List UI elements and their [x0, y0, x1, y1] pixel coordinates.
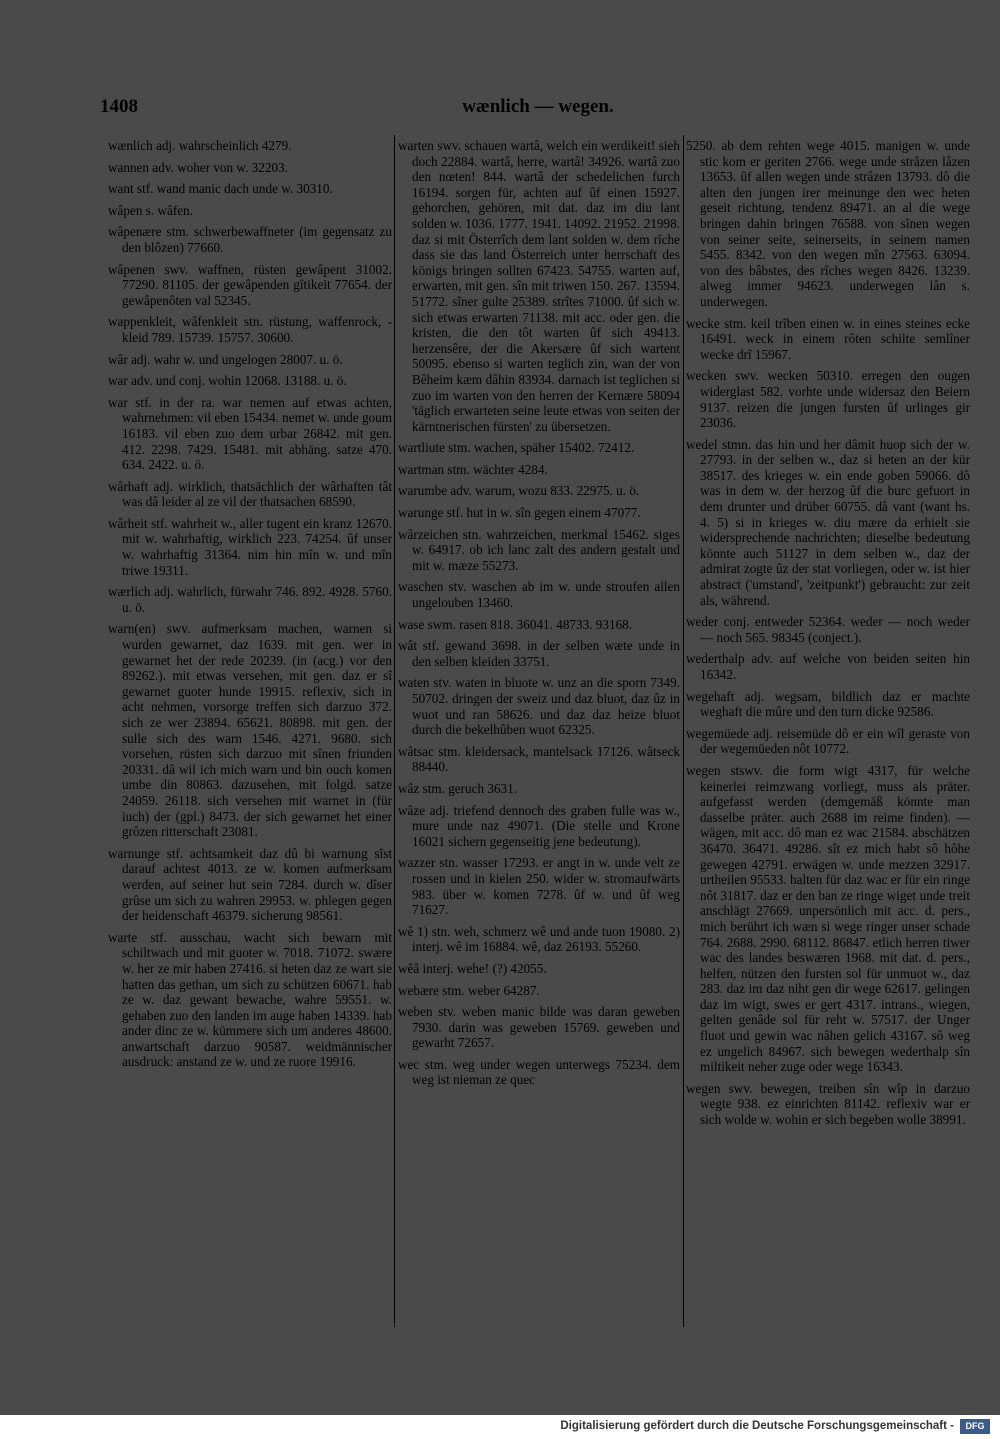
dictionary-entry: wâze adj. triefend dennoch des graben fulle was w., mure unde naz 49071. (Die stelle und Krone 16021 sichern gegenseitig jene bedeutung). [398, 802, 680, 849]
dictionary-entry: wærlich adj. wahrlich, fürwahr 746. 892. 4928. 5760. u. ö. [108, 584, 392, 615]
dictionary-entry: waschen stv. waschen ab im w. unde stroufen allen ungelouben 13460. [398, 579, 680, 611]
dictionary-entry: wecken swv. wecken 50310. erregen den ougen widerglast 582. vorhte unde widersaz den Beiern 9137. reizen die jungen fursten ûf urlinges gir 23036. [686, 368, 970, 431]
dictionary-entry: wannen adv. woher von w. 32203. [108, 159, 288, 175]
column-divider [394, 135, 395, 1327]
dictionary-entry: want stf. wand manic dach unde w. 30310. [108, 181, 333, 197]
dictionary-entry: war adv. und conj. wohin 12068. 13188. u. ö. [108, 373, 347, 389]
dictionary-entry: warten swv. schauen wartâ, welch ein werdikeit! sieh doch 22884. wartâ, herre, wartâ! 34926. wartâ zuo den nœten! 844. wartâ der schedelichen furch 16194. sorgen für, achten auf ûf einen 15927. gehorchen, gehören, mit dat. daz im diu lant solden w. 1036. 1777. 1941. 14092. 21952. 21998. daz si mit Österrîch dem lant solden w. dem rîche dass sie das land Österreich unter herrschaft des königs bringen sollten 67423. 54755. warten auf, erwarten, mit gen. sîn mit triwen 150. 267. 13594. 51772. sîner gulte 25389. strîtes 71000. ûf sich w. sich etwas erwarten 71138. mit acc. oder gen. die kristen, die den tôt warten ûf sich 49413. herzensêre, der die Akersære ûf sich wartent 50095. ebenso si warten teglich zin, wan der von Bêheim kæm dâhin 83934. darnach ist teglichen si zuo im warten von den herren der Kernære 58094 'täglich erwarteten seine leute etwas von seiten der kärntnerischen fürsten' zu übersetzen. [398, 138, 680, 434]
running-title: wænlich — wegen. [462, 96, 614, 117]
dictionary-entry: wec stm. weg under wegen unterwegs 75234. dem weg ist nieman ze quec [398, 1056, 680, 1088]
dictionary-entry: weben stv. weben manic bilde was daran geweben 7930. darin was geweben 15769. geweben und gewarht 72657. [398, 1004, 680, 1051]
dictionary-entry: wedel stmn. das hin und her dâmit huop sich der w. 27793. in der selben w., daz si heten an der kür 38517. des krieges w. ein ende goben 59066. dô was in dem w. der herzog ûf die burc gefuort in dem drunter und drüber 60755. dâ vant (want hs. 4. 5) si in krieges w. diu mære da erhielt sie widersprechende nachrichten; dieselbe bedeutung könnte auch 51127 in dem selben w., daz der admirat zogte ûz der stat vorliegen, oder w. ist hier abstract ('umstand', 'zeitpunkt') gebraucht: zur zeit als, während. [686, 436, 970, 608]
dictionary-entry: weder conj. entweder 52364. weder — noch weder — noch 565. 98345 (conject.). [686, 614, 970, 645]
dictionary-entry: wegehaft adj. wegsam, bildlich daz er machte weghaft die mûre und den turn dicke 92586. [686, 688, 970, 720]
dictionary-entry: warunge stf. hut in w. sîn gegen einem 47077. [398, 505, 641, 521]
dictionary-entry: warn(en) swv. aufmerksam machen, warnen si wurden gewarnet, daz 1639. mit gen. wer in gewarnet het der rede 20239. (in (acg.) vor den 89262.). mit etwas versehen, mit gen. daz er sî gewarnet guoter hunde 19915. reflexiv, sich in acht nehmen, vorsorge treffen sich darzuo 372. sich ze wer 23894. 65621. 80898. mit gen. der sulle sich des warn 1546. 4271. 9680. sich vorsehen, rüsten sich darzuo mit sînen friunden 20331. dâ wil ich mich warn und bin ouch komen umbe din 80863. dazusehen, mit folgd. satze 24059. 26118. sich versehen mit warnet in (für iuch) der (gpl.) 8473. der sich gewarnet het einer grôzen ritterschaft 23081. [108, 621, 392, 840]
dictionary-entry: wegemüede adj. reisemüde dô er ein wîl geraste von der wegemüeden nôt 10772. [686, 725, 970, 757]
dictionary-entry: warumbe adv. warum, wozu 833. 22975. u. ö. [398, 483, 640, 499]
dictionary-column-3 [686, 138, 970, 1327]
dfg-logo: DFG [960, 1419, 990, 1434]
dictionary-entry: wederthalp adv. auf welche von beiden seiten hin 16342. [686, 651, 970, 682]
dictionary-entry: wât stf. gewand 3698. in der selben wæte unde in den selben kleiden 33751. [398, 638, 680, 669]
dictionary-entry: wase swm. rasen 818. 36041. 48733. 93168. [398, 616, 633, 632]
dictionary-entry: wecke stm. keil trîben einen w. in eines steines ecke 16491. weck in einem rôten schilte semlîner wecke drî 15967. [686, 315, 970, 362]
dictionary-entry: wâpenen swv. waffnen, rüsten gewâpent 31002. 77290. 81105. der gewâpenden gîtikeit 77654. der gewâpenôten val 52345. [108, 261, 392, 308]
footer-bar [0, 1415, 1000, 1439]
dictionary-entry: wârheit stf. wahrheit w., aller tugent ein kranz 12670. mit w. wahrhaftig, wirklich 223. 74254. ûf unser w. wahrhaftig 31364. nim hin mîn w. und mîn triwe 19311. [108, 515, 392, 578]
dictionary-entry: wazzer stn. wasser 17293. er angt in w. unde velt ze rossen und in kielen 250. wider w. stromaufwärts 983. über w. komen 7278. ûf w. und ûf weg 71627. [398, 855, 680, 918]
dictionary-entry: warte stf. ausschau, wacht sich bewarn mit schiltwach und mit guoter w. 7018. 71072. swære w. her ze mir haben 27416. si heten daz ze wart sie hatten das gethan, um sich zu schützen 60671. hab ze w. daz gewant bewache, wahre 59551. w. gehaben zuo den landen im auge haben 14339. hab ander dinc ze w. kümmere sich um anderes 48600. anwartschaft darzuo 90587. weidmännischer ausdruck: anstand ze w. und ze ruore 19916. [108, 929, 392, 1070]
dictionary-entry: 5250. ab dem rehten wege 4015. manigen w. unde stic kom er geriten 2766. wege unde strâzen lâzen 13653. ûf allen wegen unde strâzen 13793. dô die alten den jungen irer meinunge den wec heten geseit richtung, tendenz 89471. an al die wege bringen dahin bringen 76588. von sînen wegen von seiner seite, seinerseits, in seinem namen 5455. 8342. von den wegen mîn 27563. 63094. von des bâbstes, des rîches wegen 8426. 13239. alweg immer 94623. underwegen lân s. underwegen. [686, 138, 970, 309]
dictionary-entry: wartman stm. wächter 4284. [398, 461, 548, 477]
dictionary-column-1 [108, 138, 392, 1327]
dictionary-entry: wegen swv. bewegen, treiben sîn wîp in darzuo wegte 938. ez einrichten 81142. reflexiv war er sich wolde w. wohin er sich begeben wolle 38991. [686, 1080, 970, 1128]
page-header [100, 96, 976, 126]
dictionary-entry: wegen stswv. die form wigt 4317, für welche keinerlei reimzwang vorliegt, muss als präter. aufgefasst werden (demgemäß könnte man dasselbe präter. auch 2688 im reime finden). — wägen, mit acc. dô man ez wac 21584. abschätzen 36470. 36471. 49286. sît ez mich habt sô hôhe gewegen 42791. erwägen w. unde mezzen 32917. urtheilen 95533. halten für daz wac er für ein ringe nôt 31817. daz er den ban ze ringe wiget unde treit anschlägt 27669. unpersönlich mit acc. d. pers., mich berührt ich wæn si wege ringer unser schade 764. 2688. 2990. 68112. 86847. etlich herren tiwer wac des landes beswæren 1968. mit dat. d. pers., helfen, nützen den fursten sol für unmuot w., daz 283. daz im daz niht gen dir wege 62617. gelingen daz im wigt, swes er gert 4317. intrans., wiegen, gelten genâde sol für reht w. 57517. der Unger fluot und gewin wac nâhen gelich 43167. sô weg ez ungelich 84967. sich bewegen wederthalp sîn miltikeit neher zuge oder wege 16343. [686, 762, 970, 1075]
dictionary-entry: webære stm. weber 64287. [398, 982, 540, 998]
page-number: 1408 [100, 96, 138, 117]
column-divider [683, 135, 684, 1327]
dictionary-entry: wâpenære stm. schwerbewaffneter (im gegensatz zu den blôzen) 77660. [108, 224, 392, 255]
dictionary-entry: wâtsac stm. kleidersack, mantelsack 17126. wâtseck 88440. [398, 743, 680, 775]
dictionary-entry: wêâ interj. wehe! (?) 42055. [398, 960, 547, 976]
dictionary-entry: wartliute stm. wachen, späher 15402. 72412. [398, 440, 635, 456]
dictionary-column-2 [398, 138, 680, 1327]
dictionary-entry: waten stv. waten in bluote w. unz an die sporn 7349. 50702. dringen der sweiz und daz bluot, daz ûz in wuot und ran 58626. und daz daz heize bluot durch die bekelhûben wuot 62325. [398, 675, 680, 738]
dictionary-entry: warnunge stf. achtsamkeit daz dû bi warnung sîst darauf achtest 4013. ze w. komen aufmerksam werden, auf seiner hut sein 7284. durch w. dîser grûse um sich zu wahren 29953. w. phlegen gegen der heidenschaft 46379. sicherung 98561. [108, 845, 392, 924]
dictionary-entry: wâpen s. wâfen. [108, 202, 193, 218]
dictionary-entry: wâr adj. wahr w. und ungelogen 28007. u. ö. [108, 351, 343, 367]
funding-credit: Digitalisierung gefördert durch die Deutsche Forschungsgemeinschaft - [560, 1420, 954, 1432]
dictionary-entry: wê 1) stn. weh, schmerz wê und ande tuon 19080. 2) interj. wê im 16884. wê, daz 26193. 55260. [398, 923, 680, 955]
dictionary-entry: wappenkleit, wâfenkleit stn. rüstung, waffenrock, -kleid 789. 15739. 15757. 30600. [108, 314, 392, 345]
dictionary-entry: wârzeichen stn. wahrzeichen, merkmal 15462. siges w. 64917. ob ich lanc zalt des andern gestalt und mit w. mæze 55273. [398, 526, 680, 573]
dictionary-entry: wænlich adj. wahrscheinlich 4279. [108, 138, 292, 153]
dictionary-entry: wâz stm. geruch 3631. [398, 780, 518, 796]
dictionary-entry: war stf. in der ra. war nemen auf etwas achten, wahrnehmen: vil eben 15434. nemet w. unde goum 16183. vil eben zuo dem urbar 26842. mit gen. 412. 2298. 7429. 15481. mit abhäng. satze 470. 634. 2422. u. ö. [108, 394, 392, 473]
dictionary-entry: wârhaft adj. wirklich, thatsächlich der wârhaften tât was dâ leider al ze vil der thatsachen 68590. [108, 478, 392, 510]
